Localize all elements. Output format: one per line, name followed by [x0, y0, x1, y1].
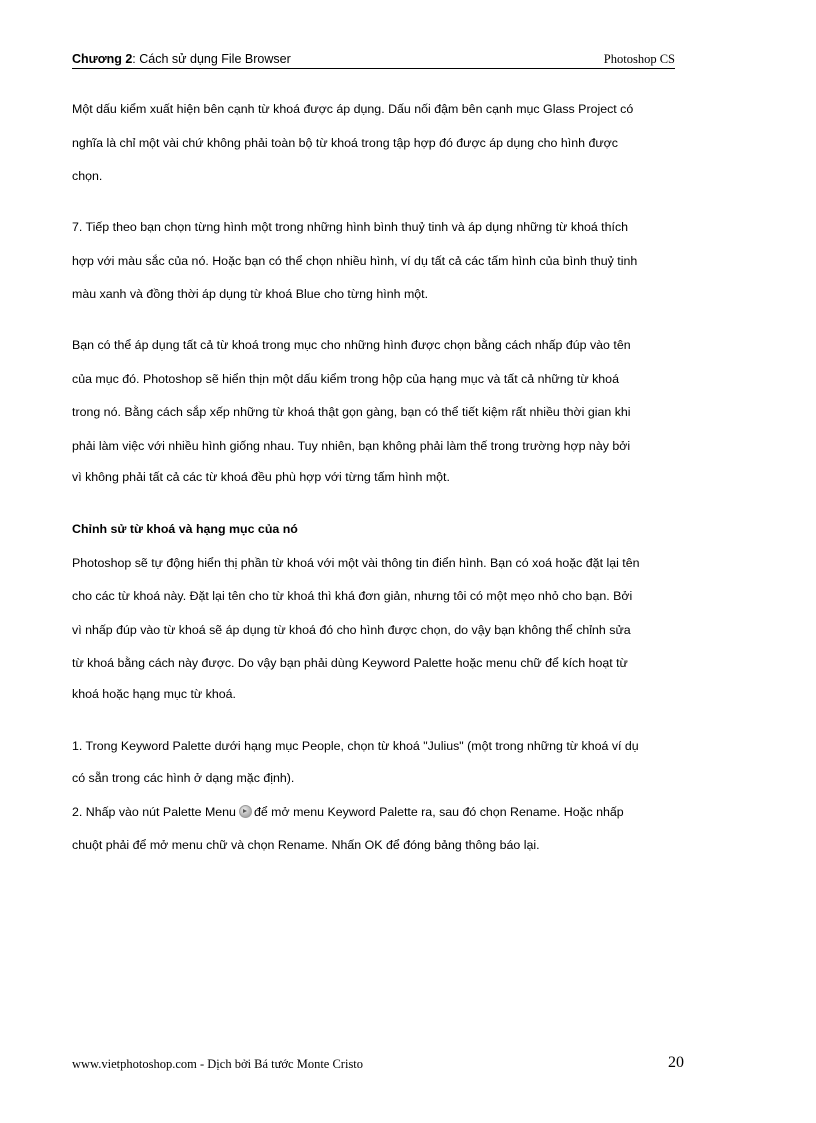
body-line: của mục đó. Photoshop sẽ hiển thịn một dấu kiểm trong hộp của hạng mục và tất cả những từ khoá: [72, 372, 619, 386]
body-line: [72, 805, 624, 819]
palette-menu-icon: [239, 805, 252, 818]
chapter-label: Chương 2: [72, 52, 133, 66]
page-number: 20: [668, 1054, 684, 1071]
body-line: 7. Tiếp theo bạn chọn từng hình một trong những hình bình thuỷ tinh và áp dụng những từ khoá thích: [72, 220, 629, 234]
body-line: vì không phải tất cả các từ khoá đều phù hợp với từng tấm hình một.: [72, 470, 450, 484]
chapter-title: : Cách sử dụng File Browser: [132, 52, 291, 66]
body-line: Bạn có thể áp dụng tất cả từ khoá trong mục cho những hình được chọn bằng cách nhấp đúp vào tên: [72, 338, 631, 352]
body-text: 2. Nhấp vào nút Palette Menu: [72, 805, 236, 819]
body-line: từ khoá bằng cách này được. Do vậy bạn phải dùng Keyword Palette hoặc menu chữ để kích hoạt từ: [72, 656, 628, 670]
body-line: Photoshop sẽ tự động hiển thị phần từ khoá với một vài thông tin điển hình. Bạn có xoá hoặc đặt lại tên: [72, 556, 640, 570]
body-line: hợp với màu sắc của nó. Hoặc bạn có thể chọn nhiều hình, ví dụ tất cả các tấm hình của bình thuỷ tinh: [72, 254, 638, 268]
body-line: chọn.: [72, 169, 103, 183]
body-line: vì nhấp đúp vào từ khoá sẽ áp dụng từ khoá đó cho hình được chọn, do vậy bạn không thể chỉnh sửa: [72, 623, 631, 637]
body-line: màu xanh và đồng thời áp dụng từ khoá Blue cho từng hình một.: [72, 287, 429, 301]
body-line: cho các từ khoá này. Đặt lại tên cho từ khoá thì khá đơn giản, nhưng tôi có một mẹo nhỏ cho bạn. Bởi: [72, 589, 633, 603]
page-header: [72, 51, 675, 69]
body-line: có sẵn trong các hình ở dạng mặc định).: [72, 771, 295, 785]
body-line: khoá hoặc hạng mục từ khoá.: [72, 687, 236, 701]
footer-credit: www.vietphotoshop.com - Dịch bởi Bá tước Monte Cristo: [72, 1057, 364, 1071]
body-line: phải làm việc với nhiều hình giống nhau. Tuy nhiên, bạn không phải làm thế trong trường hợp này bởi: [72, 439, 631, 453]
body-line: trong nó. Bằng cách sắp xếp những từ khoá thật gọn gàng, bạn có thể tiết kiệm rất nhiều thời gian khi: [72, 405, 631, 419]
body-line: nghĩa là chỉ một vài chứ không phải toàn bộ từ khoá trong tập hợp đó được áp dụng cho hình được: [72, 136, 618, 150]
body-line: 1. Trong Keyword Palette dưới hạng mục People, chọn từ khoá "Julius" (một trong những từ khoá ví dụ: [72, 739, 639, 753]
chapter-heading: [72, 52, 291, 66]
body-text: để mở menu Keyword Palette ra, sau đó chọn Rename. Hoặc nhấp: [253, 805, 624, 819]
body-line: chuột phải để mở menu chữ và chọn Rename. Nhấn OK để đóng bảng thông báo lại.: [72, 838, 540, 852]
body-line: Một dấu kiểm xuất hiện bên cạnh từ khoá được áp dụng. Dấu nối đậm bên cạnh mục Glass Project có: [72, 102, 634, 116]
product-name: Photoshop CS: [603, 52, 675, 66]
section-heading: Chỉnh sử từ khoá và hạng mục của nó: [72, 522, 298, 536]
